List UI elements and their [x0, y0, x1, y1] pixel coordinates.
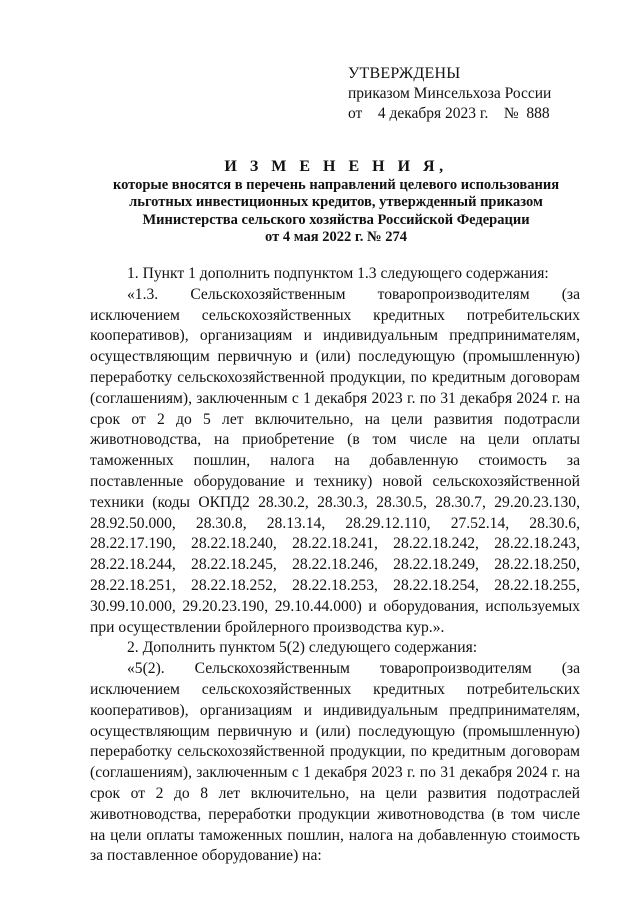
document-title: И З М Е Н Е Н И Я, — [224, 158, 448, 175]
paragraph-item-1: 1. Пункт 1 дополнить подпунктом 1.3 следующего содержания: — [127, 265, 549, 282]
title-line-4: от 4 мая 2022 г. № 274 — [265, 229, 407, 245]
title-line-2: льготных инвестиционных кредитов, утвержденный приказом — [129, 194, 543, 210]
document-body — [90, 264, 580, 867]
approval-date-number: от 4 декабря 2023 г. № 888 — [348, 105, 550, 122]
paragraph-item-2: 2. Дополнить пунктом 5(2) следующего содержания: — [127, 639, 478, 657]
title-line-1: которые вносятся в перечень направлений целевого использования — [112, 176, 560, 193]
approval-stamp — [348, 64, 551, 124]
paragraph-subitem-1-3: «1.3. Сельскохозяйственным товаропроизводителям (за исключением сельскохозяйственных кредитных потребительских кооперативов), организациям и индивидуальным предпринимателям, осуществляющим первичную и (или) последующую (промышленную) переработку сельскохозяйственной продукции, по кредитным договорам (соглашениям), заключенным с 1 декабря 2023 г. по 31 декабря 2024 г. на срок от 2 до 5 лет включительно, на цели развития подотрасли животноводства, на приобретение (в том числе на цели оплаты таможенных пошлин, налога на добавленную стоимость за поставленные оборудование и технику) новой сельскохозяйственной техники (коды ОКПД2 28.30.2, 28.30.3, 28.30.5, 28.30.7, 29.20.23.130, 28.92.50.000, 28.30.8, 28.13.14, 28.29.12.110, 27.52.14, 28.30.6, 28.22.17.190, 28.22.18.240, 28.22.18.241, 28.22.18.242, 28.22.18.243, 28.22.18.244, 28.22.18.245, 28.22.18.246, 28.22.18.249, 28.22.18.250, 28.22.18.251, 28.22.18.252, 28.22.18.253, 28.22.18.254, 28.22.18.255, 30.99.10.000, 29.20.23.190, 29.10.44.000) и оборудования, используемых при осуществлении бройлерного производства кур.». — [90, 285, 580, 636]
approval-order-line: приказом Минсельхоза России — [348, 85, 552, 102]
document-title-block — [80, 158, 592, 247]
approval-title: УТВЕРЖДЕНЫ — [348, 65, 461, 82]
paragraph-item-5-2: «5(2). Сельскохозяйственным товаропроизводителям (за исключением сельскохозяйственных кредитных потребительских кооперативов), организациям и индивидуальным предпринимателям, осуществляющим первичную и (или) последующую (промышленную) переработку сельскохозяйственной продукции, по кредитным договорам (соглашениям), заключенным с 1 декабря 2023 г. по 31 декабря 2024 г. на срок от 2 до 8 лет включительно, на цели развития подотраслей животноводства, переработки продукции животноводства (в том числе на цели оплаты таможенных пошлин, налога на добавленную стоимость за поставленное оборудование) на: — [90, 660, 580, 865]
title-line-3: Министерства сельского хозяйства Российской Федерации — [142, 211, 530, 228]
